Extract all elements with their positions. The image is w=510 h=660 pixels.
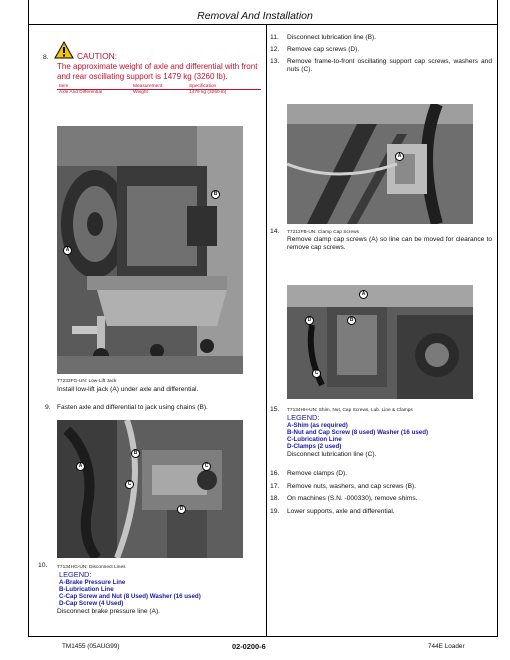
step-17-text: Remove nuts, washers, and cap screws (B).	[287, 483, 416, 490]
photo-shim-nut-cap-screws	[287, 285, 473, 399]
callout-b: B	[211, 190, 220, 199]
step-12-text: Remove cap screws (D).	[287, 46, 360, 53]
step-8-number: 8.	[43, 54, 49, 61]
header-rule	[28, 24, 498, 25]
column-divider	[266, 24, 267, 636]
legend-item: C-Lubrication Line	[287, 436, 342, 443]
spec-table	[57, 84, 261, 95]
spec-header-specification: Specification	[187, 84, 261, 90]
warning-triangle-icon	[54, 41, 74, 59]
callout-d: D	[177, 505, 186, 514]
step-10-text: Disconnect brake pressure line (A).	[57, 608, 160, 615]
legend-item: D-Clamps (2 used)	[287, 443, 342, 450]
legend-item: C-Cap Screw and Nut (8 Used) Washer (16 used)	[59, 593, 201, 600]
callout-a: A	[76, 462, 85, 471]
step-13-number: 13.	[270, 58, 280, 65]
step-19-number: 19.	[270, 508, 280, 515]
figure-caption-low-lift-jack: T7233FG-UN: Low-Lift Jack	[57, 379, 117, 384]
page-border-left	[28, 0, 29, 636]
step-11-number: 11.	[270, 34, 279, 41]
step-10-number: 10.	[38, 562, 48, 569]
photo-low-lift-jack	[57, 126, 243, 374]
callout-d: D	[305, 316, 314, 325]
step-15-text: Disconnect lubrication line (C).	[287, 451, 377, 458]
photo-disconnect-lines	[57, 420, 243, 558]
step-13-text: Remove frame-to-front oscillating support cap screws, washers and nuts (C).	[287, 58, 492, 74]
step-15-number: 15.	[270, 406, 280, 413]
step-14-text: Remove clamp cap screws (A) so line can be moved for clearance to remove cap screws.	[287, 236, 492, 252]
spec-header-item: Item	[57, 84, 131, 90]
callout-a: A	[359, 290, 368, 299]
callout-c: C	[202, 462, 211, 471]
callout-c-2: C	[125, 480, 134, 489]
footer-left: TM1455 (05AUG99)	[62, 643, 120, 650]
step-12-number: 12.	[270, 46, 280, 53]
step-19-text: Lower supports, axle and differential.	[287, 508, 395, 515]
legend-item: B-Nut and Cap Screw (8 used) Washer (16 used)	[287, 429, 429, 436]
spec-cell-measurement: Weight	[133, 90, 148, 95]
legend-item: A-Shim (as required)	[287, 422, 348, 429]
caution-label: CAUTION:	[77, 51, 118, 61]
spec-cell-specification: 1479 kg (3260 lb)	[189, 90, 227, 95]
figure-caption-disconnect-lines: T7134HG-UN: Disconnect Lines	[57, 565, 126, 570]
figure-caption-shim-nut-cap-screws: T7134HH-UN: Shim, Nut, Cap Screws, Lub. Line & Clamps	[287, 408, 413, 413]
callout-a: A	[63, 246, 72, 255]
spec-header-measurement: Measurement	[131, 84, 187, 90]
legend-item: A-Brake Pressure Line	[59, 579, 126, 586]
legend-item: B-Lubrication Line	[59, 586, 114, 593]
caution-text: The approximate weight of axle and differential with front and rear oscillating support is 1479 kg (3260 lb).	[57, 62, 258, 81]
step-9-number: 9.	[45, 404, 51, 411]
step-16-number: 16.	[270, 470, 280, 477]
step-9-text: Fasten axle and differential to jack using chains (B).	[57, 404, 208, 411]
step-18-number: 18.	[270, 495, 280, 502]
legend-item: D-Cap Screw (4 Used)	[59, 600, 124, 607]
step-11-text: Disconnect lubrication line (B).	[287, 34, 377, 41]
footer-center: 02-0200-6	[232, 642, 266, 651]
photo-clamp-cap-screws	[287, 104, 473, 224]
callout-b: B	[131, 449, 140, 458]
step-18-text: On machines (S.N. -000330), remove shims.	[287, 495, 418, 502]
step-14-number: 14.	[270, 228, 280, 235]
legend-heading: LEGEND:	[59, 570, 92, 579]
page-border-right	[497, 0, 498, 636]
step-16-text: Remove clamps (D).	[287, 470, 348, 477]
legend-heading: LEGEND:	[287, 413, 320, 422]
footer-rule	[28, 636, 498, 637]
footer-right: 744E Loader	[428, 643, 465, 650]
callout-a: A	[395, 152, 404, 161]
page-title: Removal And Installation	[197, 10, 313, 22]
spec-cell-item: Axle And Differential	[59, 90, 103, 95]
step-8-text: Install low-lift jack (A) under axle and differential.	[57, 386, 199, 393]
step-17-number: 17.	[270, 483, 280, 490]
figure-caption-clamp-cap-screws: T7212FB-UN: Clamp Cap Screws	[287, 230, 359, 235]
callout-b: B	[347, 316, 356, 325]
callout-c: C	[312, 369, 321, 378]
